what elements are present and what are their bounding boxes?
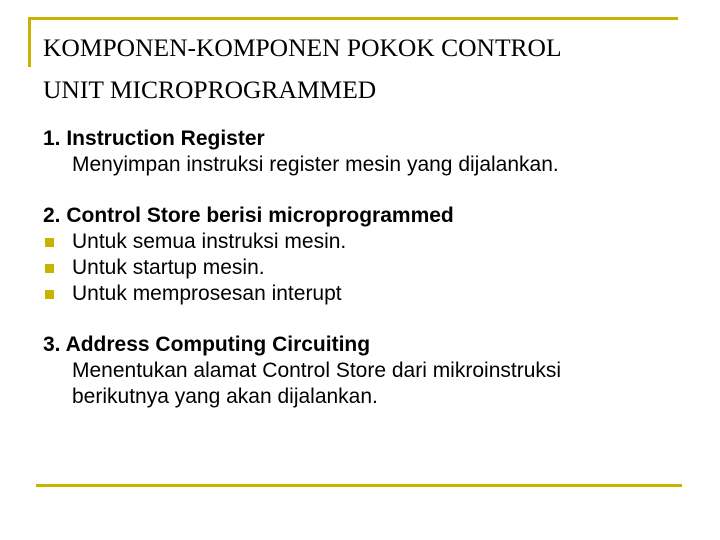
- list-item: [43, 255, 693, 281]
- frame-left-line: [28, 17, 31, 67]
- bullet-list: [43, 229, 693, 307]
- frame-top-line: [28, 17, 678, 20]
- list-item-text: Untuk semua instruksi mesin.: [72, 230, 347, 253]
- slide-title-line-2: UNIT MICROPROGRAMMED: [43, 75, 377, 104]
- section-instruction-register: [43, 126, 693, 178]
- square-bullet-icon: [45, 238, 54, 247]
- section-text-line-2: berikutnya yang akan dijalankan.: [72, 385, 378, 408]
- section-text-line-1: Menentukan alamat Control Store dari mikroinstruksi: [72, 359, 562, 382]
- section-address-computing: [43, 332, 693, 410]
- slide-title: [43, 27, 703, 111]
- section-text: Menyimpan instruksi register mesin yang dijalankan.: [72, 153, 559, 176]
- square-bullet-icon: [45, 290, 54, 299]
- list-item-text: Untuk memprosesan interupt: [72, 282, 342, 305]
- square-bullet-icon: [45, 264, 54, 273]
- list-item: [43, 229, 693, 255]
- list-item: [43, 281, 693, 307]
- list-item-text: Untuk startup mesin.: [72, 256, 265, 279]
- frame-bottom-line: [36, 484, 682, 487]
- section-control-store: [43, 203, 693, 307]
- section-heading: 3. Address Computing Circuiting: [43, 333, 371, 356]
- section-heading: 1. Instruction Register: [43, 127, 265, 150]
- slide-content: [43, 126, 693, 410]
- section-heading: 2. Control Store berisi microprogrammed: [43, 204, 454, 227]
- slide-title-line-1: KOMPONEN-KOMPONEN POKOK CONTROL: [43, 33, 562, 62]
